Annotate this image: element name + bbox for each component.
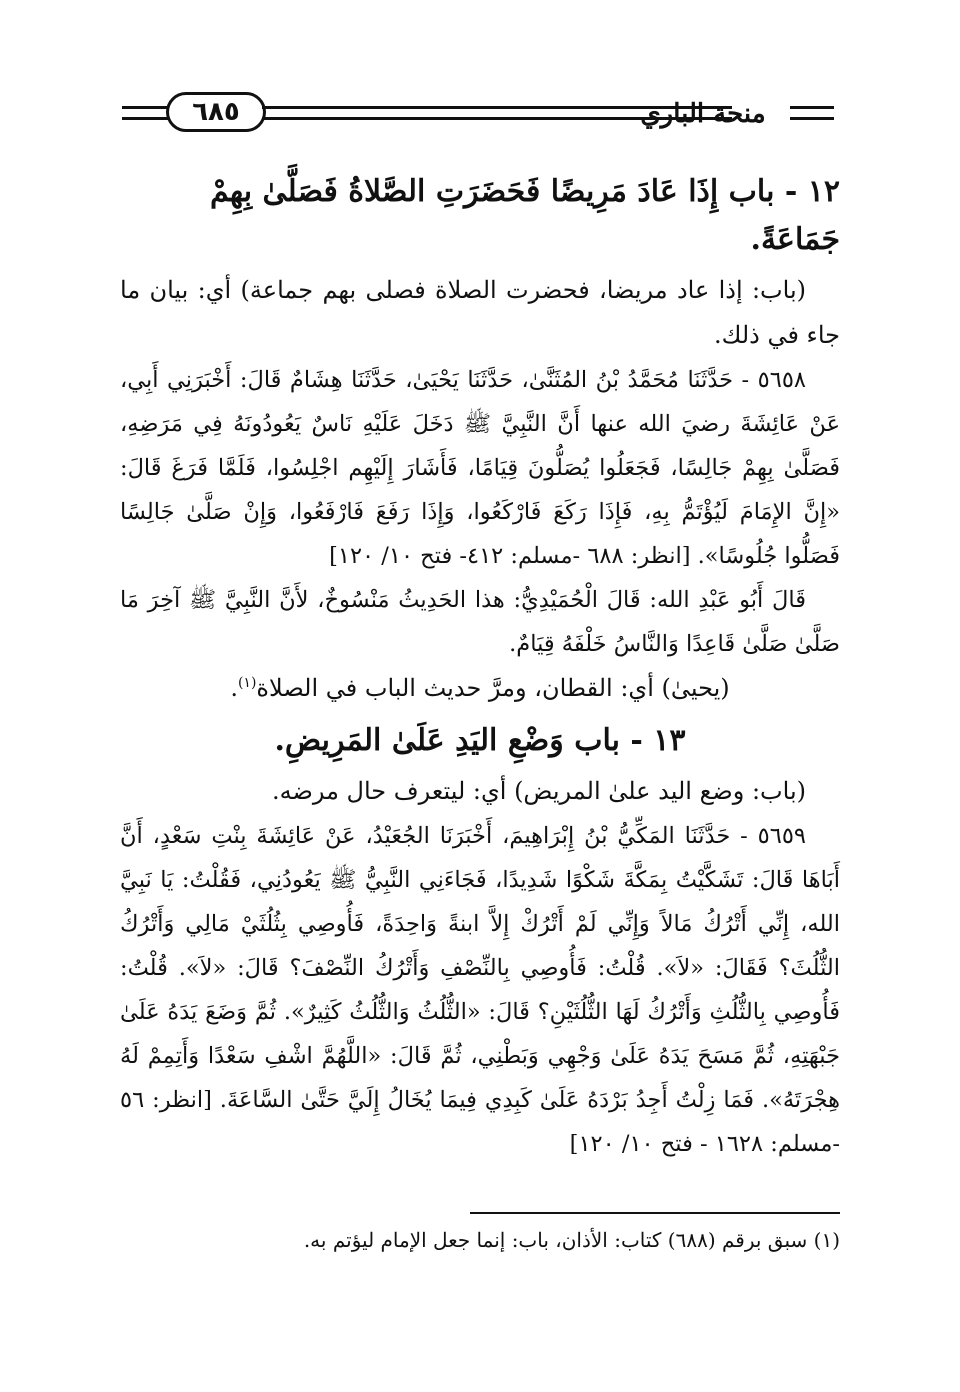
hadith-5659: ٥٦٥٩ - حَدَّثَنَا المَكِّيُّ بْنُ إِبْرَاهِيمَ، أَخْبَرَنَا الجُعَيْدُ، عَنْ عَائِشَةَ بِنْتِ سَعْدٍ، أَنَّ أَبَاهَا قَالَ: تَشَكَّيْتُ بِمَكَّةَ شَكْوًا شَدِيدًا، فَجَاءَنِي النَّبِيُّ ﷺ يَعُودُنِي، فَقُلْتُ: يَا نَبِيَّ الله، إِنِّي أَتْرُكُ مَالاً وَإِنِّي لَمْ أَتْرُكْ إِلاَّ ابنةً وَاحِدَةً، فَأُوصِي بِثُلُثَيْ مَالِي وَأَتْرُكُ الثُّلُثَ؟ فَقَالَ: «لاَ». قُلْتُ: فَأُوصِي بِالنِّصْفِ وَأَتْرُكُ النِّصْفَ؟ قَالَ: «لاَ». قُلْتُ: فَأُوصِي بِالثُّلُثِ وَأَتْرُكُ لَهَا الثُّلُثَيْنِ؟ قَالَ: «الثُّلُثُ وَالثُّلُثُ كَثِيرٌ». ثُمَّ وَضَعَ يَدَهُ عَلَىٰ جَبْهَتِهِ، ثُمَّ مَسَحَ يَدَهُ عَلَىٰ وَجْهِي وَبَطْنِي، ثُمَّ قَالَ: «اللَّهُمَّ اشْفِ سَعْدًا وَأَتِمِمْ لَهُ هِجْرَتَهُ». فَمَا زِلْتُ أَجِدُ بَرْدَهُ عَلَىٰ كَبِدِي فِيمَا يُخَالُ إِلَيَّ حَتَّىٰ السَّاعَةَ. [انظر: ٥٦ -مسلم: ١٦٢٨ - فتح ١٠/ ١٢٠] [120,823,840,1157]
footnote-1: (١) سبق برقم (٦٨٨) كتاب: الأذان، باب: إنما جعل الإمام ليؤتم به. [303,1228,840,1252]
hadith-5658: ٥٦٥٨ - حَدَّثَنَا مُحَمَّدُ بْنُ المُثَنَّىٰ، حَدَّثَنَا يَحْيَىٰ، حَدَّثَنَا هِشَامٌ قَالَ: أَخْبَرَنِي أَبِي، عَنْ عَائِشَةَ رضيَ الله عنها أَنَّ النَّبِيَّ ﷺ دَخَلَ عَلَيْهِ نَاسٌ يَعُودُونَهُ فِي مَرَضِهِ، فَصَلَّىٰ بِهِمْ جَالِسًا، فَجَعَلُوا يُصَلُّونَ قِيَامًا، فَأَشَارَ إِلَيْهِم اجْلِسُوا، فَلَمَّا فَرَغَ قَالَ: «إِنَّ الإِمَامَ لَيُؤْتَمُّ بِهِ، فَإِذَا رَكَعَ فَارْكَعُوا، وَإِذَا رَفَعَ فَارْفَعُوا، وَإِنْ صَلَّىٰ جَالِسًا فَصَلُّوا جُلُوسًا». [انظر: ٦٨٨ -مسلم: ٤١٢- فتح ١٠/ ١٢٠] [120,367,840,569]
yahya-note-text: (يحيىٰ) أي: القطان، ومرَّ حديث الباب في الصلاة [256,674,730,702]
page-header [122,92,834,136]
header-rule-right [790,106,834,120]
page-body [120,168,840,1166]
page-number: ٦٨٥ [166,92,266,132]
commentary-12: (باب: إذا عاد مريضا، فحضرت الصلاة فصلى بهم جماعة) أي: بيان ما جاء في ذلك. [120,276,840,349]
yahya-note [120,666,840,711]
header-rule-left [122,106,168,120]
chapter-heading-13: ١٣ - باب وَضْعِ اليَدِ عَلَىٰ المَرِيضِ. [274,723,686,758]
chapter-heading-12: ١٢ - باب إِذَا عَادَ مَرِيضًا فَحَضَرَتِ الصَّلاةُ فَصَلَّىٰ بِهِمْ جَمَاعَةً. [209,174,840,257]
footnote-marker: (١) [237,675,257,691]
commentary-13: (باب: وضع اليد علىٰ المريض) أي: ليتعرف حال مرضه. [271,777,806,805]
humaidi-statement: قَالَ أَبُو عَبْدِ الله: قَالَ الْحُمَيْدِيُّ: هذا الحَدِيثُ مَنْسُوخٌ، لأَنَّ النَّبِيَّ ﷺ آخِرَ مَا صَلَّىٰ صَلَّىٰ قَاعِدًا وَالنَّاسُ خَلْفَهُ قِيَامٌ. [120,587,840,657]
yahya-note-end: . [230,674,238,702]
book-title: منحة الباري [640,99,766,129]
footnote-divider [470,1212,840,1214]
